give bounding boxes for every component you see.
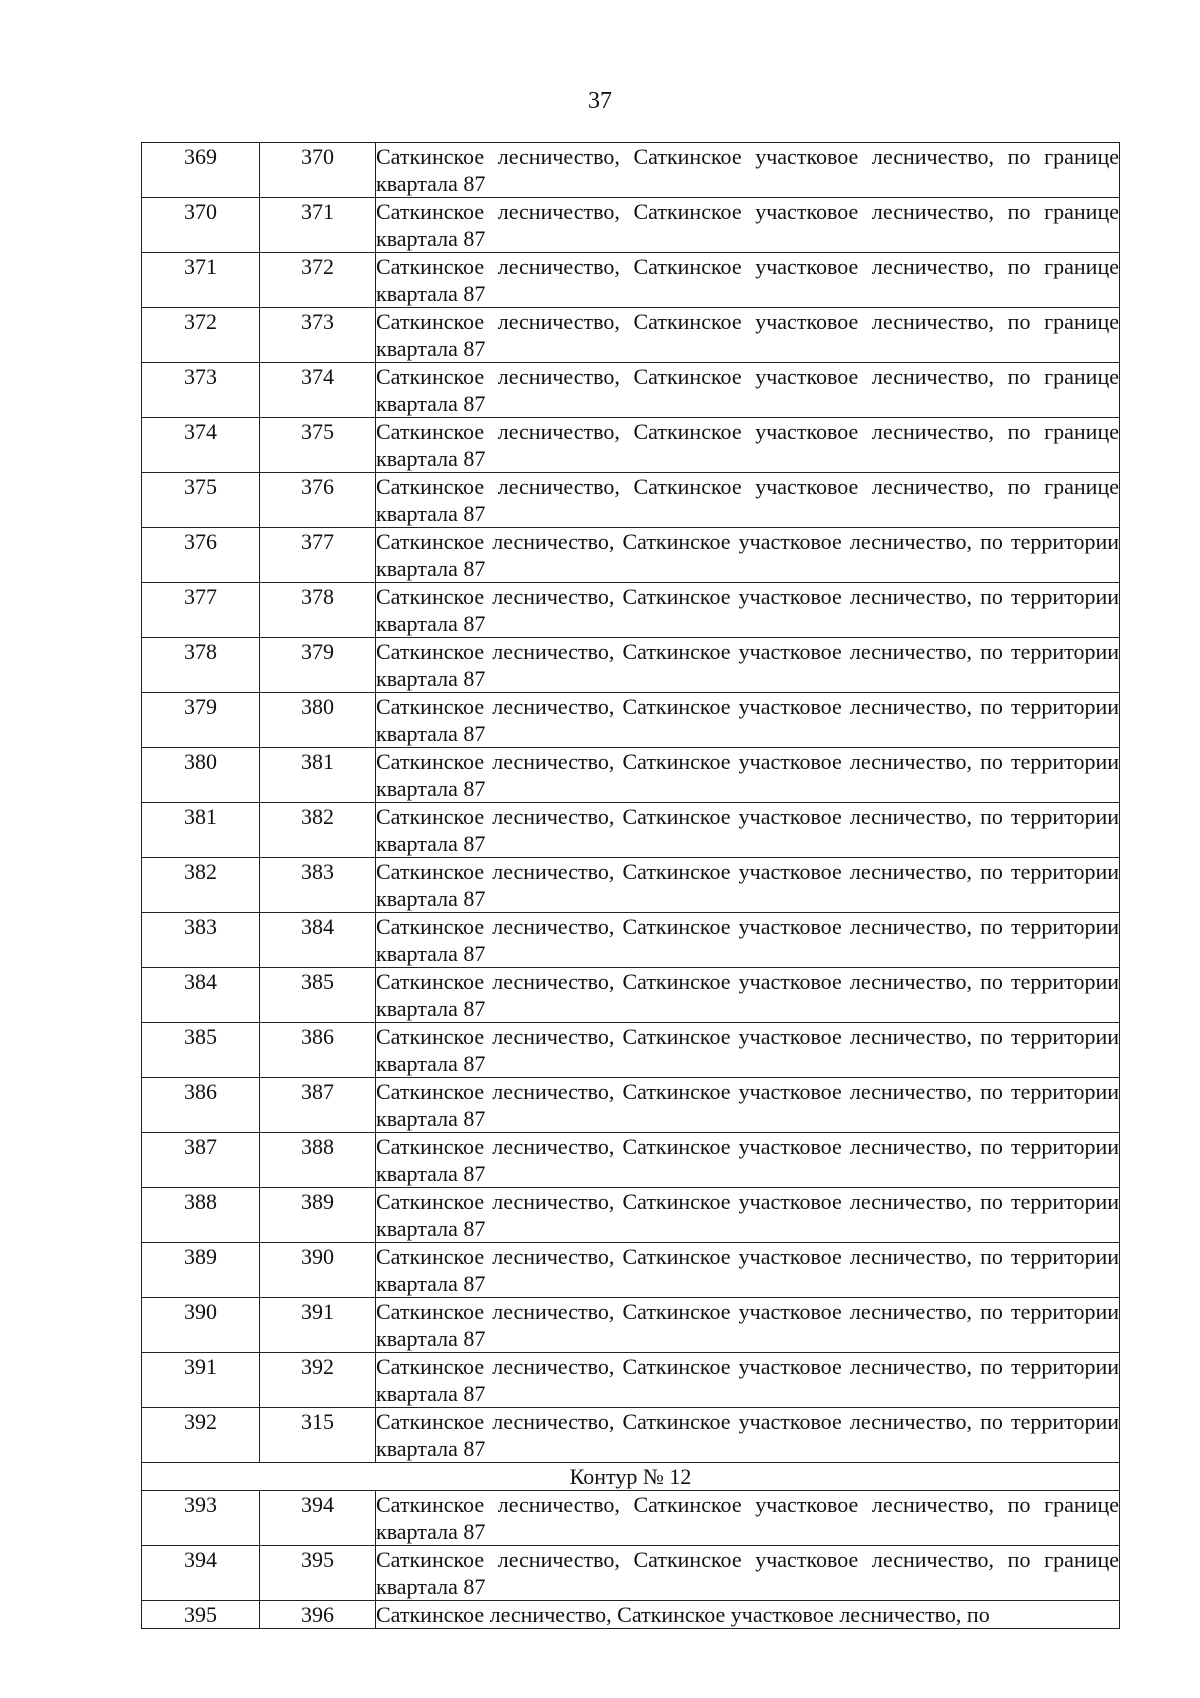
table-row	[142, 858, 1120, 913]
point-from-cell: 379	[142, 693, 260, 748]
point-to-cell: 391	[260, 1298, 376, 1353]
point-to-cell: 378	[260, 583, 376, 638]
point-to-cell: 381	[260, 748, 376, 803]
point-from-cell: 387	[142, 1133, 260, 1188]
description-cell: Саткинское лесничество, Саткинское участковое лесничество, по территории квартала 87	[376, 639, 1119, 691]
point-to-cell: 377	[260, 528, 376, 583]
point-to-cell: 380	[260, 693, 376, 748]
table-row	[142, 1023, 1120, 1078]
table-row	[142, 1243, 1120, 1298]
point-from-cell: 386	[142, 1078, 260, 1133]
page-number: 37	[588, 88, 612, 114]
description-cell: Саткинское лесничество, Саткинское участковое лесничество, по территории квартала 87	[376, 1354, 1119, 1406]
table-row	[142, 253, 1120, 308]
point-to-cell: 372	[260, 253, 376, 308]
point-to-cell: 374	[260, 363, 376, 418]
table-row	[142, 473, 1120, 528]
table-row	[142, 363, 1120, 418]
point-from-cell: 373	[142, 363, 260, 418]
point-from-cell: 371	[142, 253, 260, 308]
description-cell: Саткинское лесничество, Саткинское участковое лесничество, по границе квартала 87	[376, 309, 1119, 361]
description-cell: Саткинское лесничество, Саткинское участковое лесничество, по границе квартала 87	[376, 419, 1119, 471]
table-row	[142, 583, 1120, 638]
description-cell: Саткинское лесничество, Саткинское участковое лесничество, по территории квартала 87	[376, 1189, 1119, 1241]
point-from-cell: 380	[142, 748, 260, 803]
table-row	[142, 693, 1120, 748]
point-to-cell: 315	[260, 1408, 376, 1463]
description-cell: Саткинское лесничество, Саткинское участковое лесничество, по границе квартала 87	[376, 364, 1119, 416]
table-row	[142, 1408, 1120, 1463]
table-row	[142, 418, 1120, 473]
description-cell: Саткинское лесничество, Саткинское участковое лесничество, по территории квартала 87	[376, 859, 1119, 911]
point-from-cell: 395	[142, 1601, 260, 1629]
table-row	[142, 638, 1120, 693]
description-cell: Саткинское лесничество, Саткинское участковое лесничество, по границе квартала 87	[376, 1547, 1119, 1599]
point-from-cell: 390	[142, 1298, 260, 1353]
table-row	[142, 1133, 1120, 1188]
description-cell: Саткинское лесничество, Саткинское участковое лесничество, по границе квартала 87	[376, 254, 1119, 306]
table-row	[142, 968, 1120, 1023]
point-from-cell: 385	[142, 1023, 260, 1078]
description-cell: Саткинское лесничество, Саткинское участковое лесничество, по границе квартала 87	[376, 199, 1119, 251]
table-row	[142, 308, 1120, 363]
description-cell: Саткинское лесничество, Саткинское участковое лесничество, по территории квартала 87	[376, 969, 1119, 1021]
point-from-cell: 381	[142, 803, 260, 858]
point-from-cell: 374	[142, 418, 260, 473]
description-cell: Саткинское лесничество, Саткинское участковое лесничество, по территории квартала 87	[376, 529, 1119, 581]
point-from-cell: 391	[142, 1353, 260, 1408]
description-cell: Саткинское лесничество, Саткинское участковое лесничество, по территории квартала 87	[376, 1244, 1119, 1296]
point-to-cell: 373	[260, 308, 376, 363]
description-cell: Саткинское лесничество, Саткинское участковое лесничество, по территории квартала 87	[376, 804, 1119, 856]
description-cell: Саткинское лесничество, Саткинское участковое лесничество, по границе квартала 87	[376, 144, 1119, 196]
point-to-cell: 395	[260, 1546, 376, 1601]
point-from-cell: 383	[142, 913, 260, 968]
point-to-cell: 389	[260, 1188, 376, 1243]
point-to-cell: 396	[260, 1601, 376, 1629]
table-row	[142, 748, 1120, 803]
table-row	[142, 1078, 1120, 1133]
point-to-cell: 379	[260, 638, 376, 693]
point-from-cell: 376	[142, 528, 260, 583]
description-cell: Саткинское лесничество, Саткинское участковое лесничество, по территории квартала 87	[376, 694, 1119, 746]
point-to-cell: 375	[260, 418, 376, 473]
section-row	[142, 1463, 1120, 1491]
point-to-cell: 384	[260, 913, 376, 968]
table-row	[142, 143, 1120, 198]
point-from-cell: 388	[142, 1188, 260, 1243]
point-from-cell: 389	[142, 1243, 260, 1298]
point-from-cell: 394	[142, 1546, 260, 1601]
point-to-cell: 370	[260, 143, 376, 198]
point-to-cell: 387	[260, 1078, 376, 1133]
point-from-cell: 392	[142, 1408, 260, 1463]
point-to-cell: 386	[260, 1023, 376, 1078]
description-cell: Саткинское лесничество, Саткинское участковое лесничество, по	[376, 1601, 1120, 1629]
table-row	[142, 803, 1120, 858]
point-from-cell: 372	[142, 308, 260, 363]
description-cell: Саткинское лесничество, Саткинское участковое лесничество, по территории квартала 87	[376, 1079, 1119, 1131]
point-from-cell: 369	[142, 143, 260, 198]
description-cell: Саткинское лесничество, Саткинское участковое лесничество, по территории квартала 87	[376, 584, 1119, 636]
table-row	[142, 528, 1120, 583]
boundary-table	[141, 142, 1120, 1629]
point-to-cell: 382	[260, 803, 376, 858]
point-from-cell: 378	[142, 638, 260, 693]
table-row	[142, 1601, 1120, 1629]
point-from-cell: 384	[142, 968, 260, 1023]
table-row	[142, 1353, 1120, 1408]
description-cell: Саткинское лесничество, Саткинское участковое лесничество, по территории квартала 87	[376, 1134, 1119, 1186]
table-row	[142, 1298, 1120, 1353]
table-row	[142, 198, 1120, 253]
point-to-cell: 392	[260, 1353, 376, 1408]
point-to-cell: 376	[260, 473, 376, 528]
description-cell: Саткинское лесничество, Саткинское участковое лесничество, по территории квартала 87	[376, 749, 1119, 801]
point-to-cell: 371	[260, 198, 376, 253]
description-cell: Саткинское лесничество, Саткинское участковое лесничество, по территории квартала 87	[376, 914, 1119, 966]
description-cell: Саткинское лесничество, Саткинское участковое лесничество, по территории квартала 87	[376, 1299, 1119, 1351]
section-title: Контур № 12	[142, 1463, 1120, 1491]
point-to-cell: 390	[260, 1243, 376, 1298]
point-to-cell: 394	[260, 1491, 376, 1546]
point-from-cell: 370	[142, 198, 260, 253]
point-from-cell: 382	[142, 858, 260, 913]
point-to-cell: 385	[260, 968, 376, 1023]
description-cell: Саткинское лесничество, Саткинское участковое лесничество, по границе квартала 87	[376, 1492, 1119, 1544]
point-from-cell: 375	[142, 473, 260, 528]
point-to-cell: 383	[260, 858, 376, 913]
description-cell: Саткинское лесничество, Саткинское участковое лесничество, по границе квартала 87	[376, 474, 1119, 526]
point-to-cell: 388	[260, 1133, 376, 1188]
table-row	[142, 1546, 1120, 1601]
description-cell: Саткинское лесничество, Саткинское участковое лесничество, по территории квартала 87	[376, 1024, 1119, 1076]
table-row	[142, 913, 1120, 968]
table-row	[142, 1491, 1120, 1546]
point-from-cell: 393	[142, 1491, 260, 1546]
point-from-cell: 377	[142, 583, 260, 638]
description-cell: Саткинское лесничество, Саткинское участковое лесничество, по территории квартала 87	[376, 1409, 1119, 1461]
table-row	[142, 1188, 1120, 1243]
